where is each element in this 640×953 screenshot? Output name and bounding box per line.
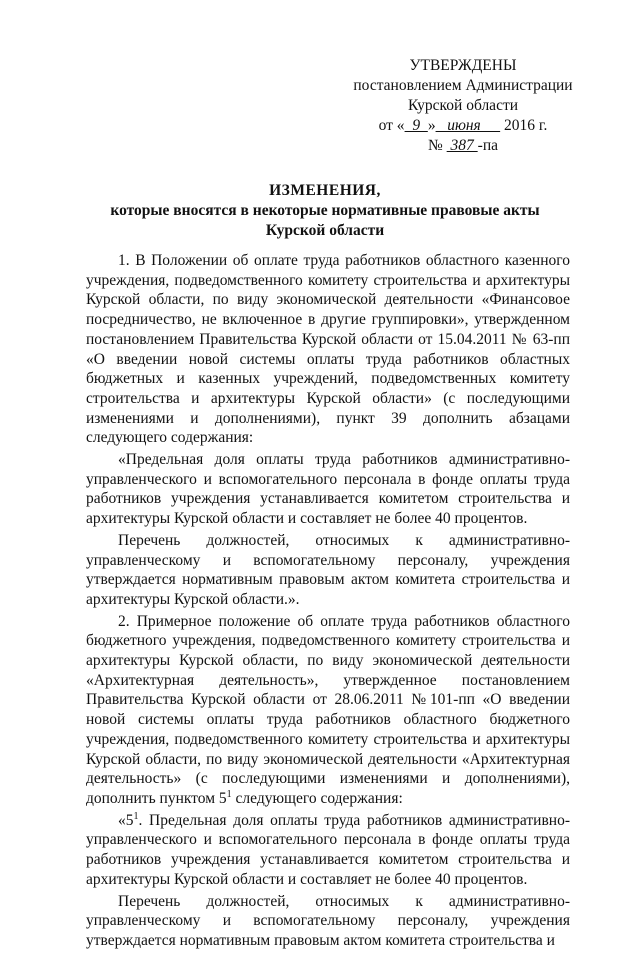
title-sub-2: Курской области (265, 222, 385, 239)
approval-heading: УТВЕРЖДЕНЫ (409, 57, 517, 74)
paragraph-4 (86, 612, 570, 809)
date-year: 2016 г. (500, 117, 548, 134)
paragraph-5-start: «5 (118, 811, 134, 829)
date-mid: » (427, 117, 436, 134)
approval-date (352, 116, 574, 136)
paragraph-1: 1. В Положении об оплате труда работников областного казенного учреждения, подведомственного комитету строительства и архитектуры Курской области, по виду экономической деятельности «Финансовое посредничество, не включенное в другие группировки», утвержденном постановлением Правительства Курской области от 15.04.2011 № 63-пп «О введении новой системы оплаты труда работников областных бюджетных и казенных учреждений, подведомственных комитету строительства и архитектуры Курской области» (с последующими изменениями и дополнениями), пункт 39 дополнить абзацами следующего содержания: (86, 252, 570, 447)
approval-line-decree: постановлением Администрации (353, 77, 573, 94)
paragraph-3: Перечень должностей, относимых к административно-управленческому и вспомогательному персоналу, учреждения утверждается нормативным правовым актом комитета строительства и архитектуры Курской области.». (86, 531, 570, 608)
document-title (60, 181, 590, 241)
paragraph-2: «Предельная доля оплаты труда работников административно-управленческого и вспомогательного персонала в фонде оплаты труда работников учреждения устанавливается комитетом строительства и архитектуры Курской области и составляет не более 40 процентов. (86, 451, 570, 528)
paragraph-5 (86, 811, 570, 890)
date-day: 9 (404, 117, 428, 134)
approval-line-region: Курской области (407, 97, 519, 114)
paragraph-4-text: 2. Примерное положение об оплате труда работников областного бюджетного учреждения, подведомственного комитету строительства и архитектуры Курской области, по виду экономической деятельности «Архитектурная деятельность», утвержденное постановлением Правительства Курской области от 28.06.2011 №101-пп «О введении новой системы оплаты труда работников областного бюджетного учреждения, подведомственного комитету строительства и архитектуры Курской области, по виду экономической деятельности «Архитектурная деятельность» (с последующими изменениями и дополнениями), дополнить пунктом 5 (86, 612, 570, 807)
date-prefix: от « (378, 117, 405, 134)
number-prefix: № (427, 137, 447, 154)
title-main: ИЗМЕНЕНИЯ, (269, 182, 381, 199)
paragraph-4-end: следующего содержания: (231, 789, 403, 807)
number-suffix: -па (477, 137, 498, 154)
paragraph-5-superscript: 1 (133, 810, 139, 822)
paragraph-6: Перечень должностей, относимых к административно-управленческому и вспомогательному персоналу, учреждения утверждается нормативным правовым актом комитета строительства и (86, 892, 570, 949)
paragraph-5-text: . Предельная доля оплаты труда работников административно-управленческого и вспомогательного персонала в фонде оплаты труда работников учреждения устанавливается комитетом строительства и архитектуры Курской области и составляет не более 40 процентов. (86, 811, 570, 888)
number-value: 387 (446, 137, 478, 154)
date-month: июня (435, 117, 501, 134)
paragraph-4-superscript: 1 (226, 788, 232, 800)
approval-block (352, 56, 574, 156)
document-body (86, 251, 570, 953)
approval-number (352, 136, 574, 156)
title-sub-1: которые вносятся в некоторые нормативные правовые акты (110, 202, 540, 219)
